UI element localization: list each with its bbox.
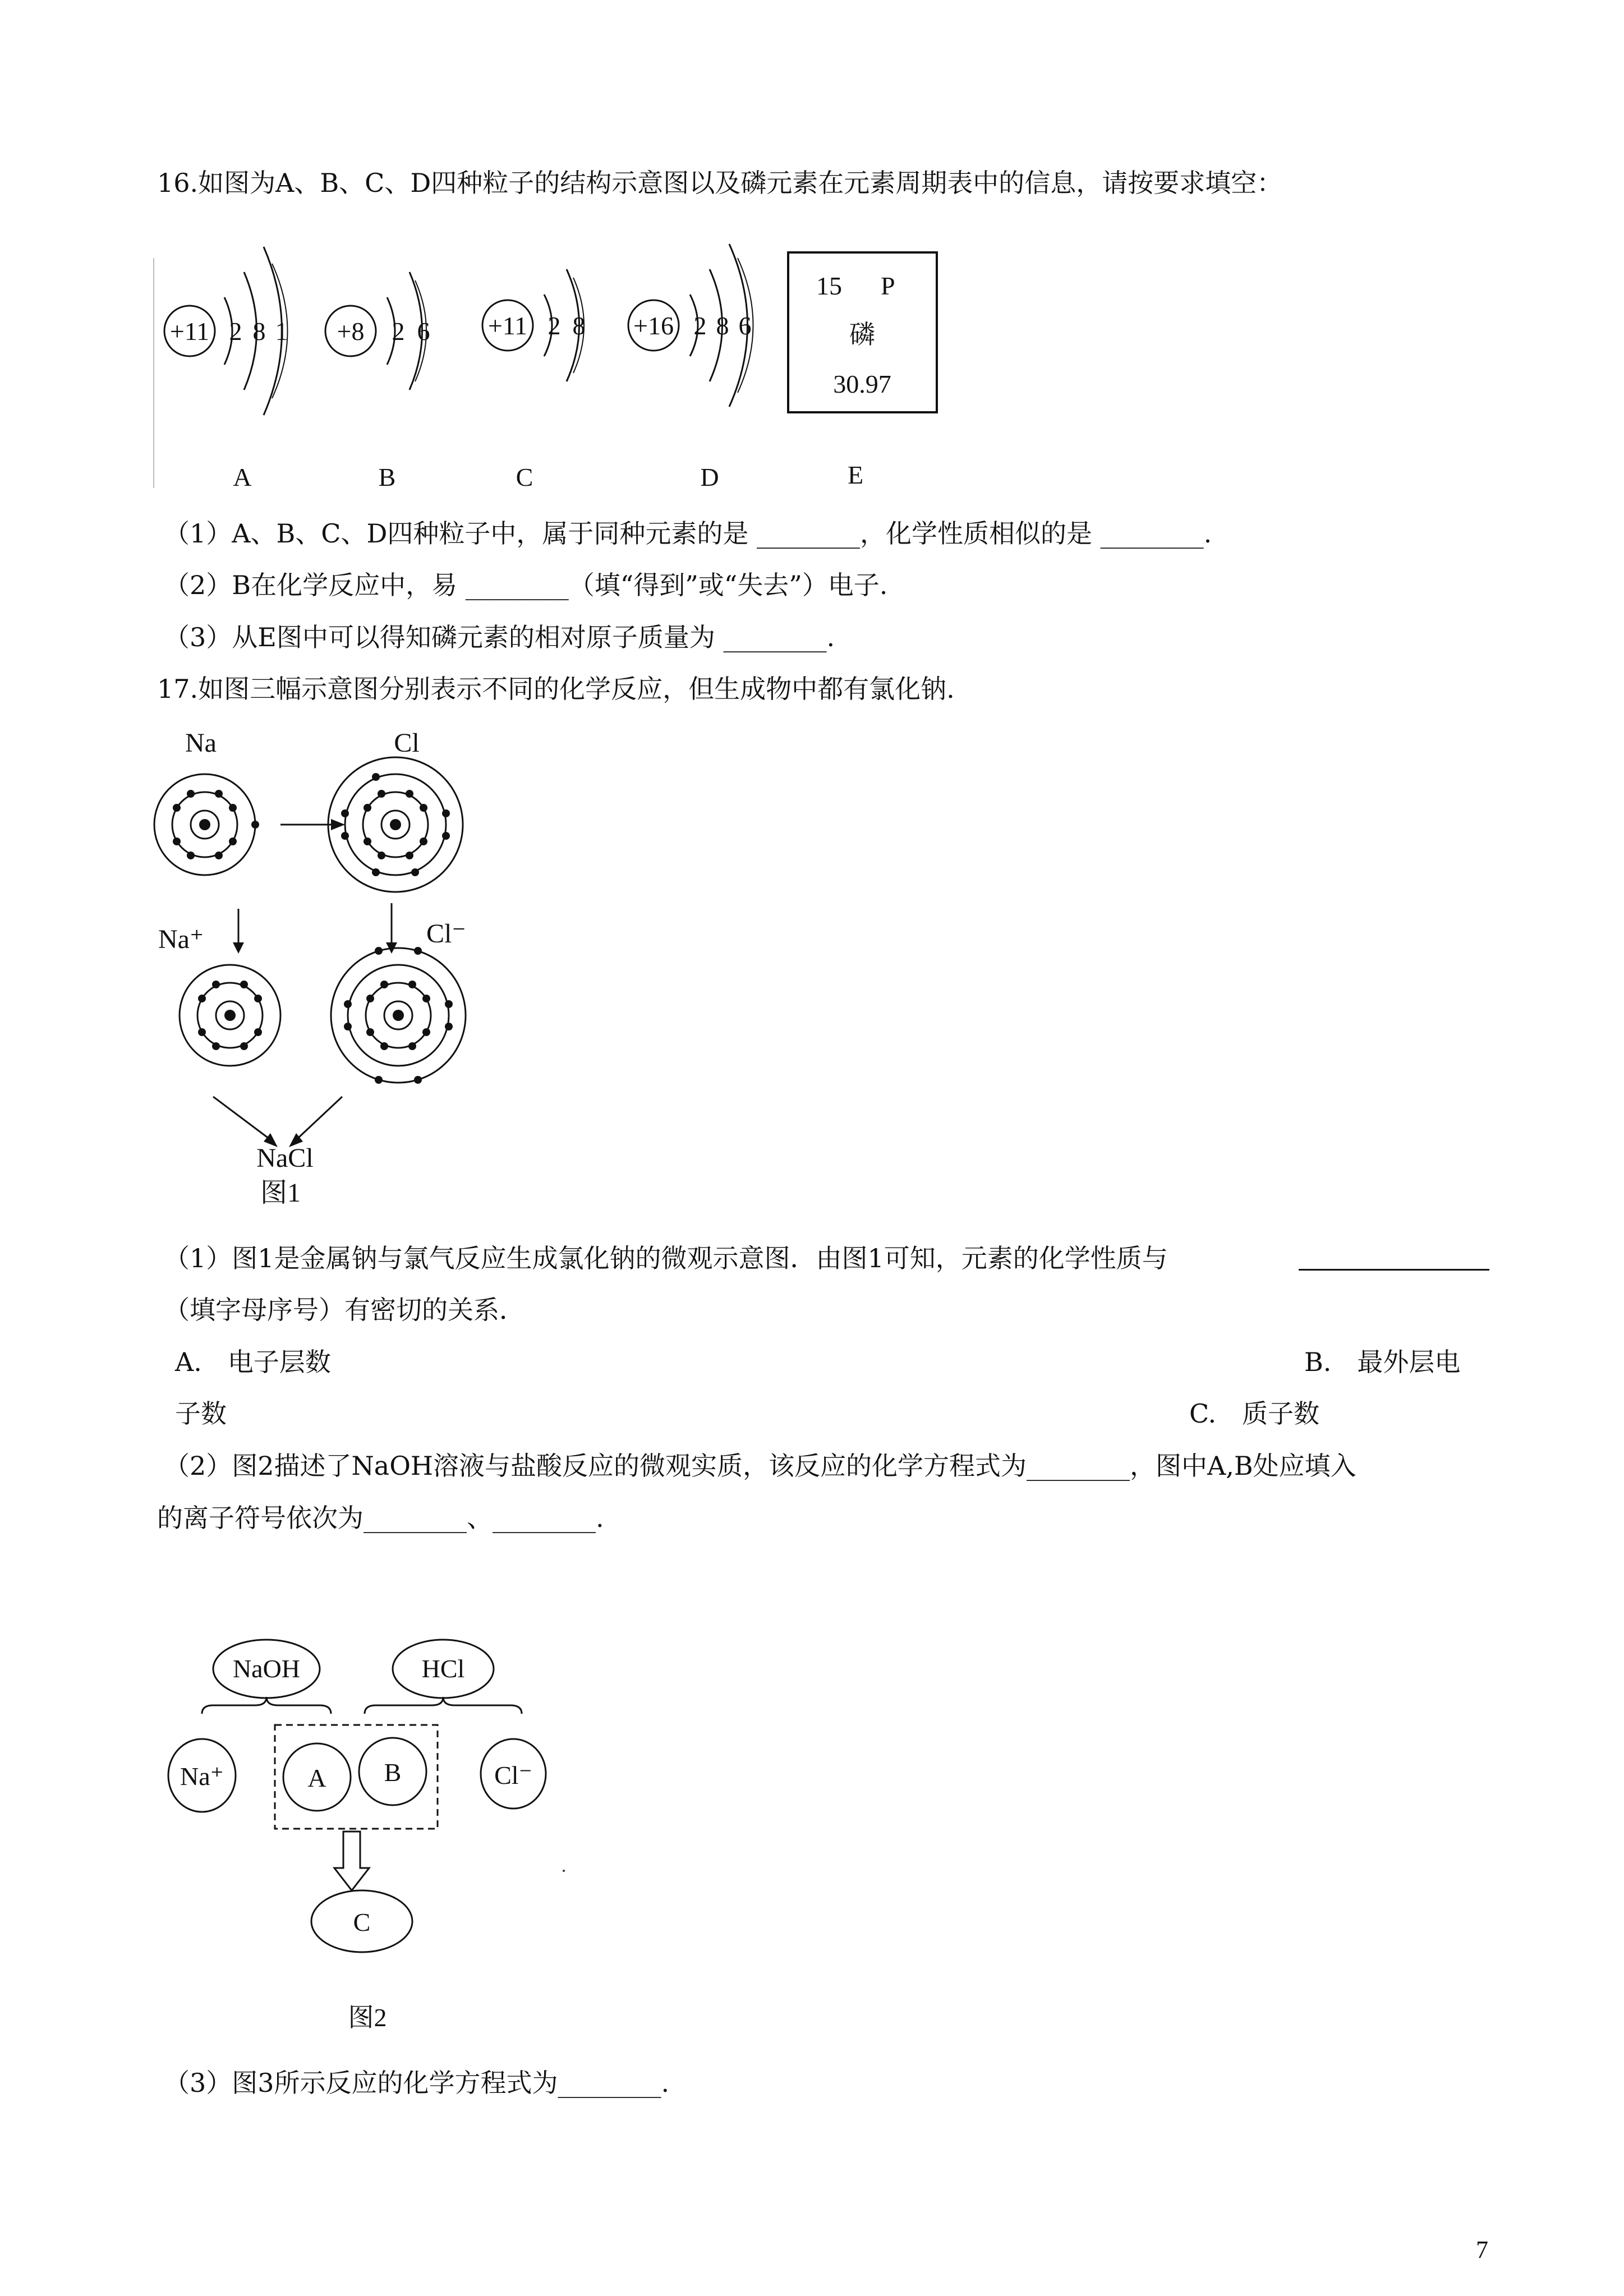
label-b: B [378,463,396,491]
fig1-caption: 图1 [260,1178,301,1208]
q17-option-b-part1: B. 最外层电 [1304,1347,1461,1377]
particle-a-shell-2: 8 [252,317,266,346]
fig2-naoh-label: NaOH [232,1654,301,1683]
q16-sub3: （3）从E图中可以得知磷元素的相对原子质量为 ________. [164,622,835,652]
fig1-diagram [151,724,499,1231]
particle-b-shell-2: 6 [417,317,430,346]
element-name: 磷 [849,320,875,349]
q17-sub1-line1: （1）图1是金属钠与氯气反应生成氯化钠的微观示意图．由图1可知，元素的化学性质与 [164,1243,1168,1273]
fig2-c-label: C [353,1908,371,1936]
particle-a-shell-3: 1 [275,317,288,346]
q16-stem: 16.如图为A、B、C、D四种粒子的结构示意图以及磷元素在元素周期表中的信息，请按要求填空： [157,168,1283,198]
fig2-a-label: A [307,1764,326,1792]
label-c: C [516,463,533,491]
particle-c-nucleus-label: +11 [487,311,528,340]
fig2-caption: 图2 [348,2003,387,2032]
fig1-na-ion-label: Na⁺ [158,924,204,954]
element-atomic-number: 15 [816,272,842,300]
fig1-cl-label: Cl [394,728,420,758]
label-e: E [847,461,864,489]
particle-c-shell-2: 8 [572,311,586,340]
particle-a-nucleus-label: +11 [169,317,210,346]
fig2-cl-ion: Cl⁻ [494,1761,532,1789]
fig2-diagram [163,1627,589,2044]
q17-option-b-part2: 子数 [175,1398,227,1429]
fig2-hcl-label: HCl [421,1654,465,1683]
fig1-na-label: Na [185,728,217,758]
q17-stem: 17.如图三幅示意图分别表示不同的化学反应，但生成物中都有氯化钠. [157,674,955,704]
particle-b-shell-1: 2 [392,317,405,346]
particle-a-shell-1: 2 [229,317,242,346]
q16-sub1: （1）A、B、C、D四种粒子中，属于同种元素的是 ________，化学性质相似的是 ________. [164,518,1212,549]
q17-sub2-line2: 的离子符号依次为________、________. [157,1503,604,1533]
label-a: A [233,463,252,491]
fig1-cl-ion-label: Cl⁻ [426,919,466,949]
particle-d-shell-1: 2 [693,311,707,340]
q16-sub2: （2）B在化学反应中，易 ________（填“得到”或“失去”）电子. [164,570,888,600]
q17-sub1-line2: （填字母序号）有密切的关系． [164,1295,525,1325]
q16-figure [151,224,948,501]
particle-c-shell-1: 2 [548,311,561,340]
element-symbol: P [881,272,895,300]
q17-option-c: C. 质子数 [1189,1398,1320,1429]
particle-d-nucleus-label: +16 [633,311,674,340]
particle-d-shell-3: 6 [738,311,752,340]
q17-sub1-blank [1299,1269,1489,1271]
particle-b-nucleus-label: +8 [337,317,365,346]
label-d: D [700,463,719,491]
q17-sub3: （3）图3所示反应的化学方程式为________. [164,2068,670,2098]
page-number: 7 [1476,2236,1488,2263]
fig2-b-label: B [384,1758,402,1787]
element-atomic-mass: 30.97 [833,370,891,398]
fig1-product-label: NaCl [256,1143,314,1173]
q17-option-a: A. 电子层数 [175,1347,331,1377]
fig2-na-ion: Na⁺ [180,1762,224,1791]
particle-d-shell-2: 8 [716,311,729,340]
q17-sub2-line1: （2）图2描述了NaOH溶液与盐酸反应的微观实质，该反应的化学方程式为________，图中A,B处应填入 [164,1451,1356,1481]
